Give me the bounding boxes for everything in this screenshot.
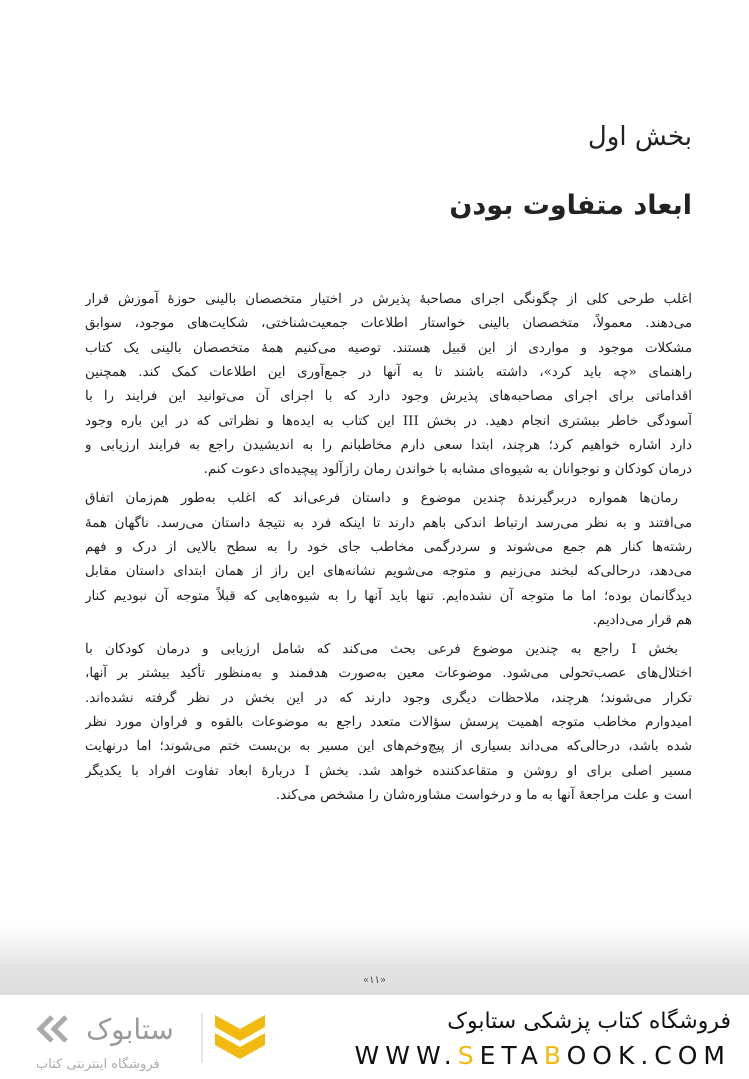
text-line: تکرار می‌شوند؛ هرچند، ملاحظات دیگری وجود دارند که در این بخش در نظر گرفته نشده‌اند. — [85, 690, 692, 706]
text-line: اختلال‌های عصب‌تحولی می‌شود. موضوعات معین به‌صورت هدفمند و به‌منظور تأکید بیشتر بر آنها، — [85, 666, 692, 682]
text-line: می‌دهند. معمولاً، متخصصان بالینی خواستار اطلاعات جمعیت‌شناختی، شکایت‌های موجود، سوابق — [85, 316, 692, 332]
url-part-accent: S — [457, 1041, 480, 1070]
text-line: می‌دهد، درحالی‌که لبخند می‌زنیم و متوجه می‌شویم نشانه‌های این راز از همان ابتدای داستان مقابل — [85, 564, 692, 580]
url-part-accent: B — [543, 1041, 567, 1070]
text-line: آسودگی خاطر بیشتری انجام دهید. در بخش III این کتاب به ایده‌ها و نظراتی که در این باره وجود — [85, 413, 692, 429]
chapter-title: ابعاد متفاوت بودن — [449, 190, 692, 221]
shop-url[interactable] — [355, 1041, 731, 1071]
logo-subtitle: فروشگاه اینترنتی کتاب — [36, 1057, 160, 1072]
logo-wordmark: ستابوک — [86, 1013, 174, 1046]
text-line: است و علت مراجعهٔ آنها به ما و درخواست مشاوره‌شان را مشخص می‌کند. — [275, 787, 692, 803]
text-line: می‌افتند و به نظر می‌رسد ارتباط اندکی باهم دارند تا اینکه فرد به نتیجهٔ داستان می‌رسد. ناگهان همهٔ — [85, 515, 692, 531]
text-line: اغلب طرحی کلی از چگونگی اجرای مصاحبهٔ پذیرش در اختیار متخصصان بالینی حوزهٔ آموزش قرار — [85, 292, 692, 307]
text-line: بخش I راجع به چندین موضوع فرعی بحث می‌کند که شامل ارزیابی و درمان کودکان با — [85, 641, 678, 657]
shop-name: فروشگاه کتاب پزشکی ستابوک — [447, 1009, 731, 1034]
text-line: درمان کودکان و نوجوانان به شیوه‌ای مشابه با خواندن رمان رازآلود پیچیده‌ای دعوت کنم. — [203, 462, 692, 478]
page-number: «۱۱» — [363, 975, 386, 986]
text-line: مسیر اصلی برای او روشن و متقاعدکننده خواهد شد. بخش I دربارهٔ ابعاد تفاوت افراد با یکدیگر — [85, 763, 692, 779]
text-line: دیدگانمان بوده؛ اما ما متوجه آن نشده‌ایم. تنها باید آنها را به شیوه‌هایی که قبلاً متوجه آن نبودیم کنار — [85, 588, 692, 604]
text-line: هم قرار می‌دادیم. — [592, 612, 692, 628]
setabook-logo-icon — [30, 1005, 290, 1065]
text-line: شده باشد، درحالی‌که می‌داند بسیاری از پیچ‌وخم‌های این مسیر به بن‌بست ختم می‌شوند؛ اما درنهایت — [85, 739, 692, 755]
text-line: رمان‌ها همواره دربرگیرندهٔ چندین موضوع و داستان فرعی‌اند که اغلب به‌طور هم‌زمان اتفاق — [85, 491, 678, 507]
text-line: دارد اشاره خواهیم کرد؛ هرچند، ابتدا سعی دارم مخاطبانم را به اندیشیدن راجع به فرایند ارزیابی و — [85, 438, 692, 454]
part-label: بخش اول — [587, 122, 692, 152]
url-part: OOK.COM — [566, 1041, 731, 1070]
text-line: راهنمای «چه باید کرد»، داشته باشند تا به آنها در جمع‌آوری این اطلاعات کمک کند. همچنین — [85, 365, 692, 381]
publisher-footer — [0, 995, 749, 1079]
url-part: WWW. — [354, 1041, 458, 1070]
text-line: امیدوارم مخاطب متوجه اهمیت پرسش سؤالات متعدد راجع به موضوعات بالقوه و فراوان مورد نظر — [85, 714, 692, 730]
text-line: اقداماتی برای اجرای مصاحبه‌های پذیرش وجود دارد که با اجرای آن می‌توانید این فرایند را با — [85, 389, 692, 405]
text-line: رشته‌ها کنار هم جمع می‌شوند و سردرگمی مخاطب جای خود را به سطح بالایی از درک و فهم — [85, 539, 692, 555]
url-part: ETA — [479, 1041, 544, 1070]
chapter-body — [85, 288, 692, 808]
text-line: مشکلات موجود و مواردی از این قبیل هستند. توصیه می‌کنیم همهٔ متخصصان بالینی یک کتاب — [85, 340, 692, 356]
